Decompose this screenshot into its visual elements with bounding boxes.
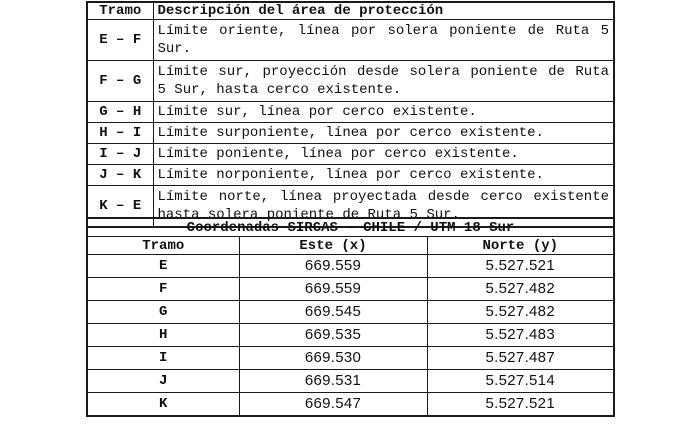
este-cell: 669.535	[239, 324, 427, 347]
coordinates-title-row	[87, 218, 614, 237]
descripcion-cell: Límite oriente, línea por solera poniente de Ruta 5 Sur.	[153, 20, 614, 61]
este-cell: 669.559	[239, 255, 427, 278]
este-cell: 669.531	[239, 370, 427, 393]
norte-cell: 5.527.482	[427, 301, 614, 324]
tramo-header: Tramo	[87, 2, 153, 20]
table-row	[87, 61, 614, 102]
este-cell: 669.545	[239, 301, 427, 324]
tramo-cell: H	[87, 324, 239, 347]
descripcion-cell: Límite surponiente, línea por cerco existente.	[153, 123, 614, 144]
norte-cell: 5.527.521	[427, 255, 614, 278]
table-row	[87, 393, 614, 417]
tramo-cell: J – K	[87, 165, 153, 186]
tramo-cell: I	[87, 347, 239, 370]
norte-cell: 5.527.514	[427, 370, 614, 393]
descripcion-cell: Límite sur, proyección desde solera poniente de Ruta 5 Sur, hasta cerco existente.	[153, 61, 614, 102]
protection-area-header-row	[87, 2, 614, 20]
este-cell: 669.547	[239, 393, 427, 417]
coordinates-header-row	[87, 237, 614, 255]
table-row	[87, 20, 614, 61]
tramo-cell: G – H	[87, 102, 153, 123]
table-row	[87, 102, 614, 123]
norte-header: Norte (y)	[427, 237, 614, 255]
coordinates-title: Coordenadas SIRGAS – CHILE / UTM 18 Sur	[87, 218, 614, 237]
este-cell: 669.559	[239, 278, 427, 301]
protection-area-table	[86, 1, 615, 228]
este-cell: 669.530	[239, 347, 427, 370]
table-row	[87, 370, 614, 393]
descripcion-cell: Límite sur, línea por cerco existente.	[153, 102, 614, 123]
tramo-cell: J	[87, 370, 239, 393]
este-header: Este (x)	[239, 237, 427, 255]
tramo-cell: H – I	[87, 123, 153, 144]
table-row	[87, 255, 614, 278]
tramo-cell: K	[87, 393, 239, 417]
norte-cell: 5.527.521	[427, 393, 614, 417]
tramo-cell: E	[87, 255, 239, 278]
table-row	[87, 165, 614, 186]
norte-cell: 5.527.487	[427, 347, 614, 370]
descripcion-cell: Límite poniente, línea por cerco existente.	[153, 144, 614, 165]
table-row	[87, 347, 614, 370]
tramo-cell: K – E	[87, 186, 153, 228]
descripcion-cell: Límite norponiente, línea por cerco existente.	[153, 165, 614, 186]
tramo-header: Tramo	[87, 237, 239, 255]
tramo-cell: F – G	[87, 61, 153, 102]
descripcion-cell: Límite norte, línea proyectada desde cerco existente hasta solera poniente de Ruta 5 Sur.	[153, 186, 614, 228]
norte-cell: 5.527.482	[427, 278, 614, 301]
tramo-cell: E – F	[87, 20, 153, 61]
norte-cell: 5.527.483	[427, 324, 614, 347]
table-row	[87, 301, 614, 324]
table-row	[87, 123, 614, 144]
coordinates-table	[86, 217, 615, 417]
tramo-cell: I – J	[87, 144, 153, 165]
table-row	[87, 144, 614, 165]
descripcion-header: Descripción del área de protección	[153, 2, 614, 20]
tramo-cell: F	[87, 278, 239, 301]
tramo-cell: G	[87, 301, 239, 324]
table-row	[87, 278, 614, 301]
table-row	[87, 324, 614, 347]
